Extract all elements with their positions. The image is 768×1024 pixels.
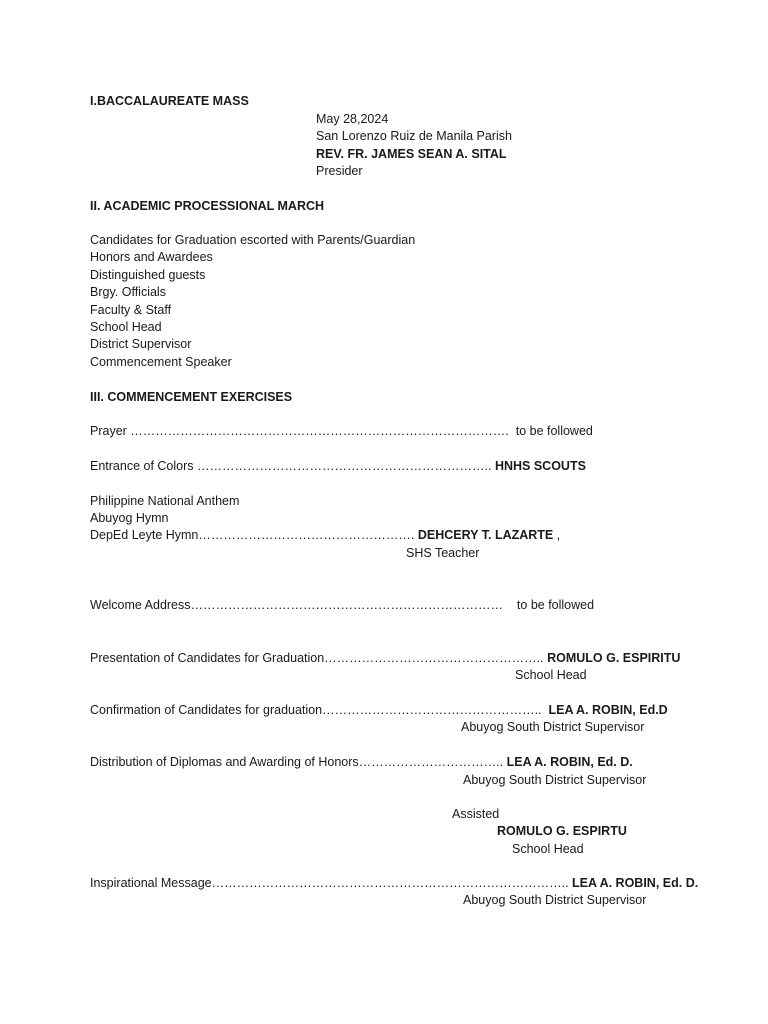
inspirational-role: Abuyog South District Supervisor bbox=[463, 893, 647, 907]
march-item: School Head bbox=[90, 320, 162, 334]
section-1-heading: I.BACCALAUREATE MASS bbox=[90, 94, 249, 108]
mass-venue: San Lorenzo Ruiz de Manila Parish bbox=[316, 129, 512, 143]
program-item-label: DepEd Leyte Hymn……………………………………………. bbox=[90, 528, 415, 542]
program-item-label: Prayer ………………………………………………………………………………. bbox=[90, 424, 509, 438]
program-item-label: Inspirational Message………………………………………………………………………….. bbox=[90, 876, 569, 890]
program-item-value: DEHCERY T. LAZARTE bbox=[417, 528, 554, 542]
prayer-row bbox=[90, 423, 593, 440]
presentation-role: School Head bbox=[515, 668, 587, 682]
march-item: Candidates for Graduation escorted with Parents/Guardian bbox=[90, 233, 416, 247]
section-3-heading: III. COMMENCEMENT EXERCISES bbox=[90, 390, 293, 404]
welcome-row bbox=[90, 597, 594, 614]
distribution-role: Abuyog South District Supervisor bbox=[463, 773, 647, 787]
presider-role: Presider bbox=[316, 164, 363, 178]
deped-hymn-row bbox=[90, 527, 560, 544]
presentation-row bbox=[90, 650, 680, 667]
program-item-value: LEA A. ROBIN, Ed. D. bbox=[506, 755, 633, 769]
program-item-label: Distribution of Diplomas and Awarding of Honors…………………………….. bbox=[90, 755, 504, 769]
confirmation-role: Abuyog South District Supervisor bbox=[461, 720, 645, 734]
assist-role: School Head bbox=[512, 842, 584, 856]
mass-date: May 28,2024 bbox=[316, 112, 389, 126]
program-item-label: Confirmation of Candidates for graduation…………………………………………….. bbox=[90, 703, 542, 717]
program-item-value: LEA A. ROBIN, Ed. D. bbox=[572, 876, 699, 890]
assisted-label: Assisted bbox=[452, 807, 500, 821]
march-item: Commencement Speaker bbox=[90, 355, 232, 369]
colors-row bbox=[90, 458, 586, 475]
presider-name: REV. FR. JAMES SEAN A. SITAL bbox=[316, 147, 507, 161]
inspirational-row bbox=[90, 875, 698, 892]
confirmation-row bbox=[90, 702, 668, 719]
program-item-value: LEA A. ROBIN, Ed.D bbox=[548, 703, 668, 717]
distribution-row bbox=[90, 754, 633, 771]
abuyog-hymn-item: Abuyog Hymn bbox=[90, 511, 169, 525]
section-2-heading: II. ACADEMIC PROCESSIONAL MARCH bbox=[90, 199, 325, 213]
march-item: Brgy. Officials bbox=[90, 285, 166, 299]
march-item: District Supervisor bbox=[90, 337, 192, 351]
program-item-value: ROMULO G. ESPIRITU bbox=[547, 651, 681, 665]
program-item-label: Welcome Address………………………………………………………………… bbox=[90, 598, 504, 612]
assist-name: ROMULO G. ESPIRTU bbox=[497, 824, 627, 838]
program-item-comma: , bbox=[556, 528, 561, 542]
deped-hymn-role: SHS Teacher bbox=[406, 546, 480, 560]
program-item-value: to be followed bbox=[516, 598, 595, 612]
program-item-label: Entrance of Colors …………………………………………………………….. bbox=[90, 459, 492, 473]
program-item-label: Presentation of Candidates for Graduation…………………………………………….. bbox=[90, 651, 544, 665]
program-item-value: HNHS SCOUTS bbox=[494, 459, 586, 473]
anthem-item: Philippine National Anthem bbox=[90, 494, 240, 508]
march-item: Honors and Awardees bbox=[90, 250, 213, 264]
march-item: Faculty & Staff bbox=[90, 303, 172, 317]
program-item-value: to be followed bbox=[515, 424, 593, 438]
march-item: Distinguished guests bbox=[90, 268, 206, 282]
